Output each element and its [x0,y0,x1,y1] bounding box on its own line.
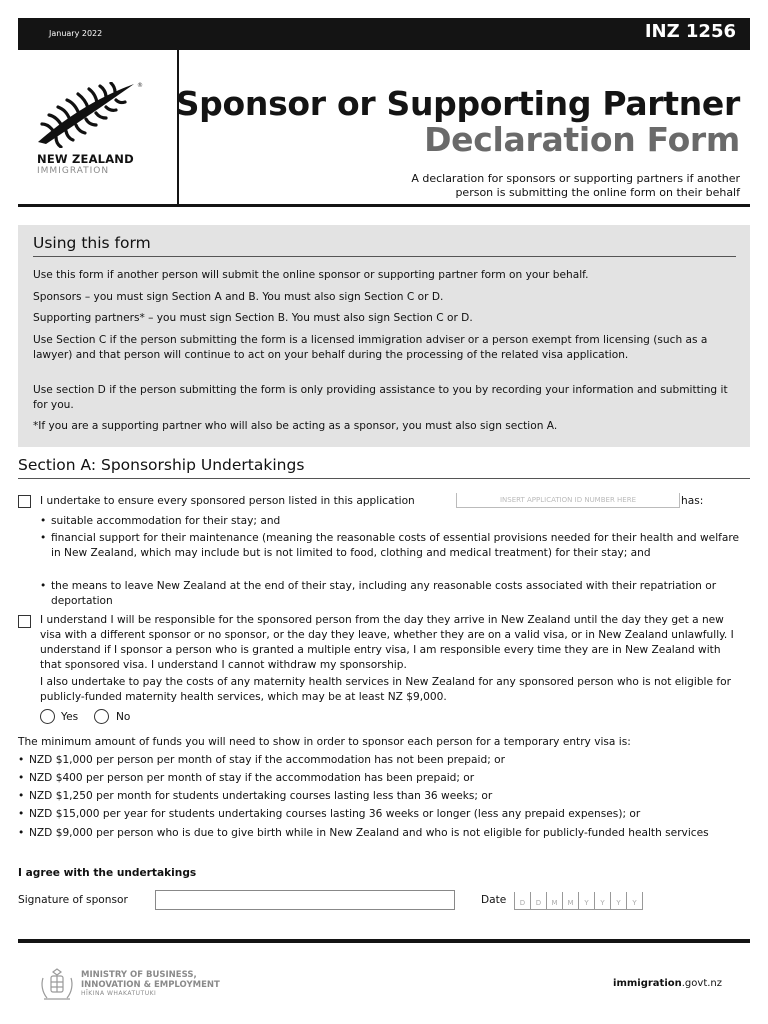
bullet-dot-icon: • [40,532,47,544]
undertaking-bullet-3: the means to leave New Zealand at the end of their stay, including any reasonable costs associated with their repatriation or deportation [51,580,717,607]
nz-immigration-logo [36,82,146,176]
using-form-underline [33,256,736,257]
bullet-dot-icon: • [18,754,25,766]
subtitle-line1: A declaration for sponsors or supporting partners if another [411,172,740,185]
date-label: Date [481,894,507,906]
registered-mark-icon: ® [137,82,143,89]
subtitle-line2: person is submitting the online form on their behalf [455,186,740,199]
form-date: January 2022 [49,29,103,38]
using-form-para-5: Use section D if the person submitting the form is only providing assistance to you by recording your information and submitting it for you. [33,384,728,411]
bullet-dot-icon: • [40,580,47,592]
ministry-maori-name: HĪKINA WHAKATUTUKI [81,990,157,997]
date-field[interactable] [514,892,643,909]
header-bar [18,18,750,50]
date-digit[interactable]: Y [610,892,626,910]
yes-radio[interactable] [40,709,55,724]
logo-text-immigration: IMMIGRATION [37,166,110,176]
using-form-para-3: Supporting partners* – you must sign Section B. You must also sign Section C or D. [33,312,473,324]
form-code: INZ 1256 [644,21,736,42]
date-digit[interactable]: Y [578,892,594,910]
using-form-para-1: Use this form if another person will submit the online sponsor or supporting partner form on your behalf. [33,269,589,281]
header-divider [177,50,179,205]
bullet-dot-icon: • [18,827,25,839]
yes-label: Yes [61,711,79,723]
using-form-para-6: *If you are a supporting partner who will also be acting as a sponsor, you must also sign section A. [33,420,558,432]
using-form-heading: Using this form [33,234,151,252]
no-radio[interactable] [94,709,109,724]
date-digit[interactable]: D [514,892,530,910]
ministry-line-2: INNOVATION & EMPLOYMENT [81,980,220,990]
funds-item-5: NZD $9,000 per person who is due to give birth while in New Zealand and who is not eligible for publicly-funded health services [29,827,709,839]
page-title-line1: Sponsor or Supporting Partner [175,84,740,123]
application-id-input[interactable]: INSERT APPLICATION ID NUMBER HERE [456,493,680,508]
funds-item-3: NZD $1,250 per month for students undertaking courses lasting less than 36 weeks; or [29,790,493,802]
bullet-dot-icon: • [18,808,25,820]
using-form-para-4: Use Section C if the person submitting the form is a licensed immigration adviser or a person exempt from licensing (such as a lawyer) and that person will continue to act on your behalf during the processing of the related visa application. [33,334,708,361]
maternity-text: I also undertake to pay the costs of any maternity health services in New Zealand for any sponsored person who is not eligible for publicly-funded maternity health services, which may be at least NZ $9,000. [40,676,731,703]
funds-item-2: NZD $400 per person per month of stay if the accommodation has been prepaid; or [29,772,475,784]
ministry-line-1: MINISTRY OF BUSINESS, [81,970,197,980]
funds-intro: The minimum amount of funds you will need to show in order to sponsor each person for a temporary entry visa is: [18,736,631,748]
website-domain: immigration [613,978,682,989]
using-form-para-2: Sponsors – you must sign Section A and B. You must also sign Section C or D. [33,291,444,303]
using-this-form-box [18,225,750,447]
bullet-dot-icon: • [18,790,25,802]
signature-label: Signature of sponsor [18,894,128,906]
coat-of-arms-icon [38,968,76,1002]
logo-text-nz: NEW ZEALAND [37,152,134,166]
undertaking-1-checkbox[interactable] [18,495,31,508]
undertaking-1-text: I undertake to ensure every sponsored person listed in this application [40,495,415,507]
date-digit[interactable]: D [530,892,546,910]
bullet-dot-icon: • [40,515,47,527]
undertaking-bullet-2: financial support for their maintenance (meaning the reasonable costs of essential provisions needed for their health and welfare in New Zealand, which may include but is not limited to food, clothing and medical treatment) for their stay; and [51,532,740,559]
bullet-dot-icon: • [18,772,25,784]
footer-rule [18,939,750,943]
undertaking-2-checkbox[interactable] [18,615,31,628]
website-suffix: .govt.nz [681,978,722,989]
ministry-name [81,970,220,990]
date-digit[interactable]: Y [594,892,610,910]
header-rule [18,204,750,207]
funds-item-4: NZD $15,000 per year for students undertaking courses lasting 36 weeks or longer (less any prepaid expenses); or [29,808,641,820]
section-a-heading: Section A: Sponsorship Undertakings [18,456,305,474]
date-digit[interactable]: Y [626,892,643,910]
section-a-rule [18,478,750,479]
date-digit[interactable]: M [546,892,562,910]
undertaking-1-suffix: has: [681,495,704,507]
funds-item-1: NZD $1,000 per person per month of stay if the accommodation has not been prepaid; or [29,754,505,766]
undertaking-bullet-1: suitable accommodation for their stay; and [51,515,281,527]
page-title-line2: Declaration Form [424,120,740,159]
agree-label: I agree with the undertakings [18,867,197,879]
date-digit[interactable]: M [562,892,578,910]
no-label: No [116,711,131,723]
page-subtitle [340,172,740,200]
website-link[interactable] [613,978,722,989]
undertaking-2-text: I understand I will be responsible for the sponsored person from the day they arrive in New Zealand until the day they get a new visa with a different sponsor or no sponsor, or the day they leave, whether they are on a valid visa, or in New Zealand unlawfully. I understand if I sponsor a person who is granted a multiple entry visa, I am responsible every time they are in New Zealand with that sponsored visa. I understand I cannot withdraw my sponsorship. [40,614,734,671]
silver-fern-icon [36,82,136,148]
signature-field[interactable] [155,890,455,910]
